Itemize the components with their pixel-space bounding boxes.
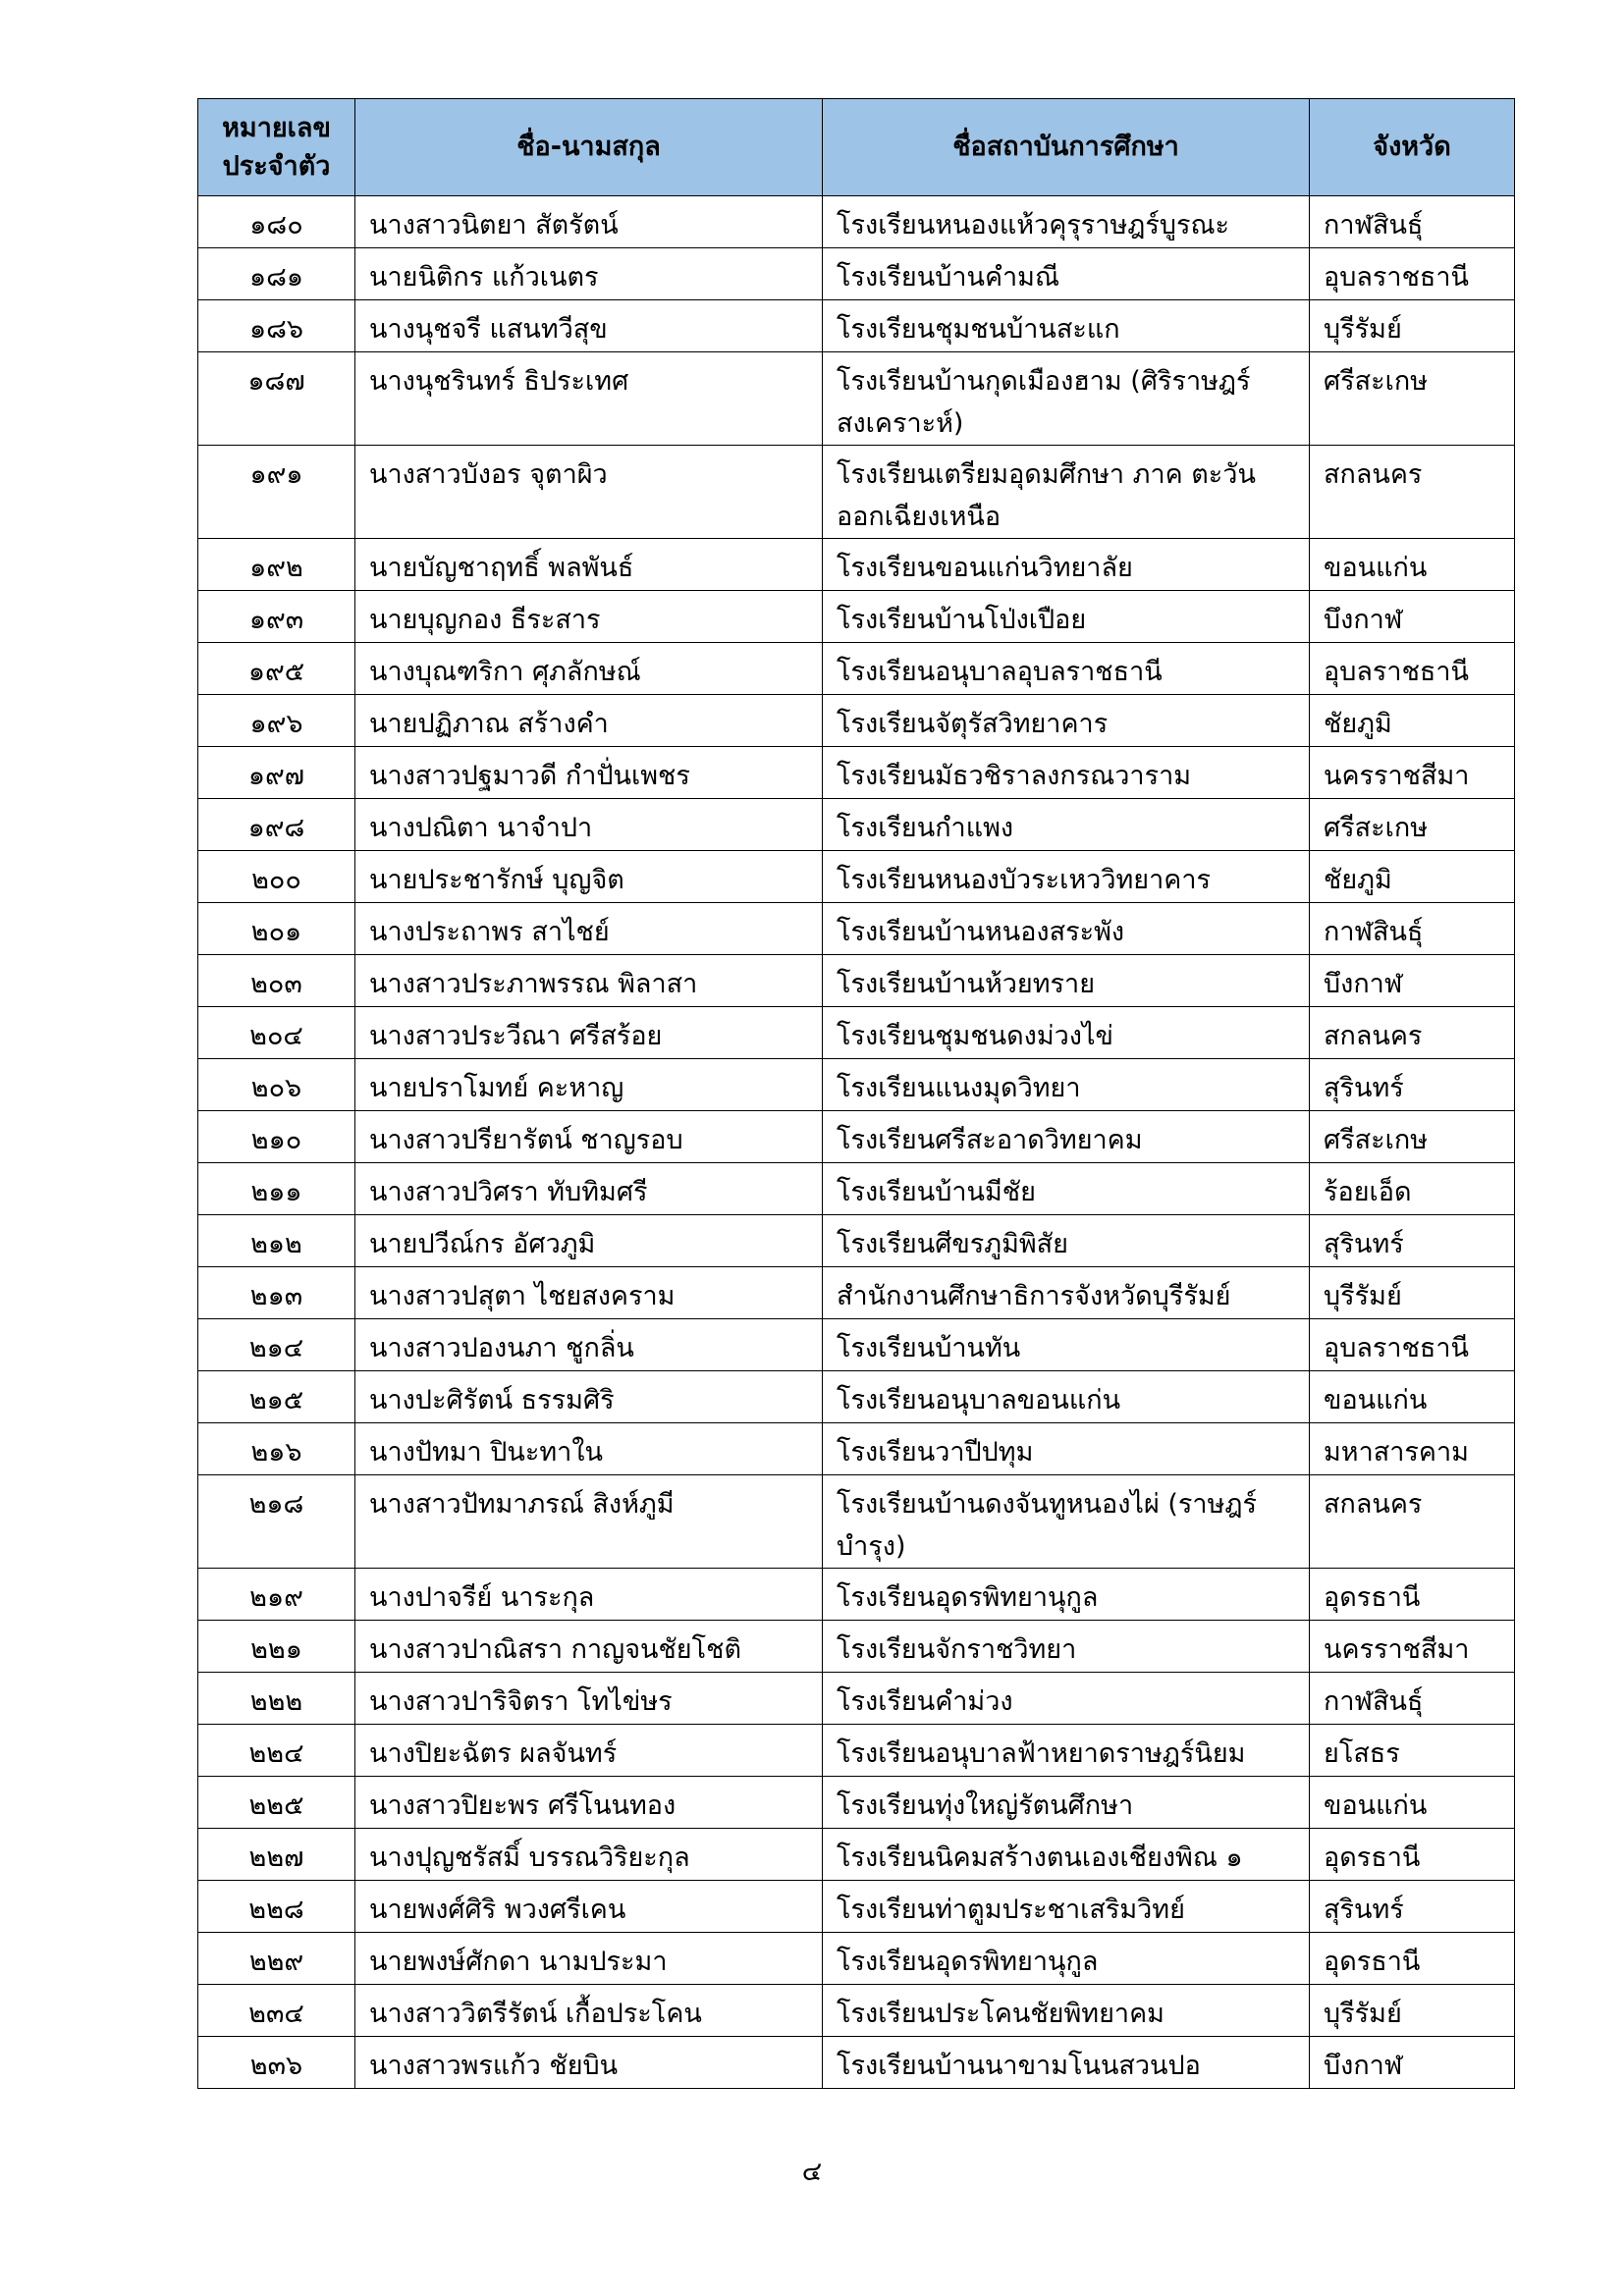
cell-id: ๑๙๖ [198,695,355,747]
table-row [198,851,1515,903]
cell-school: โรงเรียนประโคนชัยพิทยาคม [823,1985,1310,2037]
table-row [198,1933,1515,1985]
cell-name: นางสาวพรแก้ว ชัยบิน [355,2037,823,2089]
cell-name: นางประถาพร สาไชย์ [355,903,823,955]
cell-name: นางสาวปรียารัตน์ ชาญรอบ [355,1111,823,1163]
cell-province: อุบลราชธานี [1310,643,1515,695]
cell-school: โรงเรียนมัธวชิราลงกรณวาราม [823,747,1310,799]
cell-name: นางสาวปัทมาภรณ์ สิงห์ภูมี [355,1475,823,1569]
table-row [198,1985,1515,2037]
cell-id: ๑๘๖ [198,300,355,352]
cell-id: ๒๑๕ [198,1371,355,1423]
cell-id: ๒๑๑ [198,1163,355,1215]
cell-name: นางปณิตา นาจำปา [355,799,823,851]
header-school: ชื่อสถาบันการศึกษา [823,99,1310,196]
cell-id: ๒๒๔ [198,1725,355,1777]
cell-school: โรงเรียนศรีสะอาดวิทยาคม [823,1111,1310,1163]
table-row [198,1319,1515,1371]
cell-id: ๒๒๕ [198,1777,355,1829]
cell-name: นายนิติกร แก้วเนตร [355,248,823,300]
cell-province: ขอนแก่น [1310,1777,1515,1829]
cell-province: สุรินทร์ [1310,1215,1515,1267]
table-row [198,1111,1515,1163]
cell-id: ๒๒๗ [198,1829,355,1881]
cell-school: โรงเรียนวาปีปทุม [823,1423,1310,1475]
cell-id: ๒๐๔ [198,1007,355,1059]
cell-province: สกลนคร [1310,1475,1515,1569]
table-row [198,2037,1515,2089]
cell-name: นางสาวปองนภา ชูกลิ่น [355,1319,823,1371]
cell-name: นายบุญกอง ธีระสาร [355,591,823,643]
table-row [198,1569,1515,1621]
cell-id: ๑๘๗ [198,352,355,446]
cell-id: ๒๒๑ [198,1621,355,1673]
table-row [198,903,1515,955]
cell-id: ๑๙๑ [198,446,355,539]
table-row [198,300,1515,352]
cell-name: นางสาวนิตยา สัตรัตน์ [355,196,823,248]
cell-school: โรงเรียนบ้านห้วยทราย [823,955,1310,1007]
cell-school: โรงเรียนอุดรพิทยานุกูล [823,1569,1310,1621]
table-row [198,1163,1515,1215]
header-province: จังหวัด [1310,99,1515,196]
header-id: หมายเลข ประจำตัว [198,99,355,196]
cell-school: โรงเรียนคำม่วง [823,1673,1310,1725]
cell-name: นางปัทมา ปินะทาใน [355,1423,823,1475]
cell-school: โรงเรียนชุมชนดงม่วงไข่ [823,1007,1310,1059]
cell-id: ๒๓๔ [198,1985,355,2037]
table-row [198,248,1515,300]
cell-name: นางปิยะฉัตร ผลจันทร์ [355,1725,823,1777]
cell-id: ๒๒๒ [198,1673,355,1725]
cell-id: ๒๐๐ [198,851,355,903]
cell-province: อุดรธานี [1310,1933,1515,1985]
table-row [198,591,1515,643]
page-number: ๔ [801,2157,823,2187]
cell-school: โรงเรียนบ้านดงจันทูหนองไผ่ (ราษฎร์บำรุง) [823,1475,1310,1569]
cell-name: นายพงษ์ศักดา นามประมา [355,1933,823,1985]
table-row [198,1829,1515,1881]
cell-name: นางสาวประวีณา ศรีสร้อย [355,1007,823,1059]
cell-school: โรงเรียนกำแพง [823,799,1310,851]
cell-province: บุรีรัมย์ [1310,1267,1515,1319]
cell-school: โรงเรียนขอนแก่นวิทยาลัย [823,539,1310,591]
cell-school: โรงเรียนบ้านคำมณี [823,248,1310,300]
cell-province: ชัยภูมิ [1310,851,1515,903]
cell-name: นางปาจรีย์ นาระกุล [355,1569,823,1621]
cell-id: ๒๓๖ [198,2037,355,2089]
table-row [198,1725,1515,1777]
cell-province: ขอนแก่น [1310,1371,1515,1423]
cell-province: นครราชสีมา [1310,1621,1515,1673]
cell-province: ขอนแก่น [1310,539,1515,591]
table-row [198,747,1515,799]
cell-province: ศรีสะเกษ [1310,352,1515,446]
table-row [198,799,1515,851]
cell-id: ๒๑๓ [198,1267,355,1319]
cell-id: ๑๙๘ [198,799,355,851]
cell-province: สุรินทร์ [1310,1881,1515,1933]
table-row [198,1777,1515,1829]
cell-province: นครราชสีมา [1310,747,1515,799]
cell-school: โรงเรียนแนงมุดวิทยา [823,1059,1310,1111]
cell-id: ๑๘๐ [198,196,355,248]
cell-id: ๑๙๗ [198,747,355,799]
header-row [198,99,1515,196]
cell-school: โรงเรียนท่าตูมประชาเสริมวิทย์ [823,1881,1310,1933]
cell-name: นายบัญชาฤทธิ์ พลพันธ์ [355,539,823,591]
cell-name: นางสาวปวิศรา ทับทิมศรี [355,1163,823,1215]
cell-school: โรงเรียนบ้านทัน [823,1319,1310,1371]
cell-school: โรงเรียนอุดรพิทยานุกูล [823,1933,1310,1985]
cell-province: อุดรธานี [1310,1569,1515,1621]
cell-school: โรงเรียนหนองบัวระเหววิทยาคาร [823,851,1310,903]
cell-name: นางสาวปฐมาวดี กำปั่นเพชร [355,747,823,799]
cell-school: โรงเรียนบ้านมีชัย [823,1163,1310,1215]
cell-name: นางนุชรินทร์ ธิประเทศ [355,352,823,446]
cell-school: สำนักงานศึกษาธิการจังหวัดบุรีรัมย์ [823,1267,1310,1319]
table-row [198,446,1515,539]
table-row [198,1673,1515,1725]
cell-name: นายพงศ์ศิริ พวงศรีเคน [355,1881,823,1933]
cell-province: สกลนคร [1310,1007,1515,1059]
cell-school: โรงเรียนอนุบาลฟ้าหยาดราษฎร์นิยม [823,1725,1310,1777]
cell-school: โรงเรียนศีขรภูมิพิสัย [823,1215,1310,1267]
cell-province: มหาสารคาม [1310,1423,1515,1475]
cell-province: อุบลราชธานี [1310,248,1515,300]
cell-school: โรงเรียนจักราชวิทยา [823,1621,1310,1673]
table-row [198,1267,1515,1319]
cell-province: กาฬสินธุ์ [1310,903,1515,955]
cell-id: ๑๙๒ [198,539,355,591]
table-row [198,1475,1515,1569]
table-row [198,352,1515,446]
table-row [198,1881,1515,1933]
cell-name: นางสาวปิยะพร ศรีโนนทอง [355,1777,823,1829]
cell-province: บุรีรัมย์ [1310,300,1515,352]
cell-name: นางนุชจรี แสนทวีสุข [355,300,823,352]
table-body [198,196,1515,2089]
cell-school: โรงเรียนหนองแห้วคุรุราษฎร์บูรณะ [823,196,1310,248]
cell-school: โรงเรียนอนุบาลขอนแก่น [823,1371,1310,1423]
cell-province: บุรีรัมย์ [1310,1985,1515,2037]
cell-id: ๒๑๐ [198,1111,355,1163]
cell-id: ๒๑๒ [198,1215,355,1267]
table-row [198,955,1515,1007]
cell-id: ๒๑๖ [198,1423,355,1475]
cell-province: บึงกาฬ [1310,591,1515,643]
cell-school: โรงเรียนทุ่งใหญ่รัตนศึกษา [823,1777,1310,1829]
cell-school: โรงเรียนเตรียมอุดมศึกษา ภาค ตะวันออกเฉียงเหนือ [823,446,1310,539]
cell-school: โรงเรียนจัตุรัสวิทยาคาร [823,695,1310,747]
cell-province: ศรีสะเกษ [1310,1111,1515,1163]
cell-id: ๑๘๑ [198,248,355,300]
table-row [198,196,1515,248]
table-row [198,1371,1515,1423]
table-row [198,643,1515,695]
table-row [198,1621,1515,1673]
table-row [198,695,1515,747]
table-row [198,539,1515,591]
cell-name: นางปะศิรัตน์ ธรรมศิริ [355,1371,823,1423]
cell-province: สุรินทร์ [1310,1059,1515,1111]
cell-name: นางสาวปสุตา ไชยสงคราม [355,1267,823,1319]
cell-id: ๒๑๘ [198,1475,355,1569]
cell-name: นางบุณฑริกา ศุภลักษณ์ [355,643,823,695]
cell-name: นางปุญชรัสมิ์ บรรณวิริยะกุล [355,1829,823,1881]
cell-id: ๒๑๙ [198,1569,355,1621]
cell-school: โรงเรียนบ้านหนองสระพัง [823,903,1310,955]
cell-name: นายปฏิภาณ สร้างคำ [355,695,823,747]
cell-name: นายปวีณ์กร อัศวภูมิ [355,1215,823,1267]
cell-school: โรงเรียนบ้านโป่งเปือย [823,591,1310,643]
cell-school: โรงเรียนบ้านนาขามโนนสวนปอ [823,2037,1310,2089]
cell-name: นางสาวปาณิสรา กาญจนชัยโชติ [355,1621,823,1673]
table-row [198,1007,1515,1059]
cell-school: โรงเรียนบ้านกุดเมืองฮาม (ศิริราษฎร์สงเคราะห์) [823,352,1310,446]
cell-province: สกลนคร [1310,446,1515,539]
cell-school: โรงเรียนชุมชนบ้านสะแก [823,300,1310,352]
cell-name: นางสาวบังอร จุตาผิว [355,446,823,539]
cell-id: ๒๒๘ [198,1881,355,1933]
table-row [198,1215,1515,1267]
cell-id: ๒๐๑ [198,903,355,955]
cell-name: นางสาววิตรีรัตน์ เกื้อประโคน [355,1985,823,2037]
cell-id: ๑๙๓ [198,591,355,643]
cell-school: โรงเรียนอนุบาลอุบลราชธานี [823,643,1310,695]
cell-school: โรงเรียนนิคมสร้างตนเองเชียงพิณ ๑ [823,1829,1310,1881]
table-row [198,1059,1515,1111]
cell-name: นายประชารักษ์ บุญจิต [355,851,823,903]
cell-id: ๒๐๓ [198,955,355,1007]
cell-province: บึงกาฬ [1310,2037,1515,2089]
cell-province: ชัยภูมิ [1310,695,1515,747]
table-row [198,1423,1515,1475]
cell-province: กาฬสินธุ์ [1310,196,1515,248]
cell-name: นางสาวประภาพรรณ พิลาสา [355,955,823,1007]
cell-name: นายปราโมทย์ คะหาญ [355,1059,823,1111]
cell-province: อุบลราชธานี [1310,1319,1515,1371]
registrant-table [197,98,1515,2089]
cell-name: นางสาวปาริจิตรา โทไข่ษร [355,1673,823,1725]
table-header [198,99,1515,196]
cell-id: ๑๙๕ [198,643,355,695]
cell-id: ๒๑๔ [198,1319,355,1371]
cell-province: ยโสธร [1310,1725,1515,1777]
cell-province: อุดรธานี [1310,1829,1515,1881]
header-name: ชื่อ-นามสกุล [355,99,823,196]
cell-id: ๒๒๙ [198,1933,355,1985]
cell-province: บึงกาฬ [1310,955,1515,1007]
cell-province: กาฬสินธุ์ [1310,1673,1515,1725]
cell-province: ศรีสะเกษ [1310,799,1515,851]
cell-id: ๒๐๖ [198,1059,355,1111]
cell-province: ร้อยเอ็ด [1310,1163,1515,1215]
